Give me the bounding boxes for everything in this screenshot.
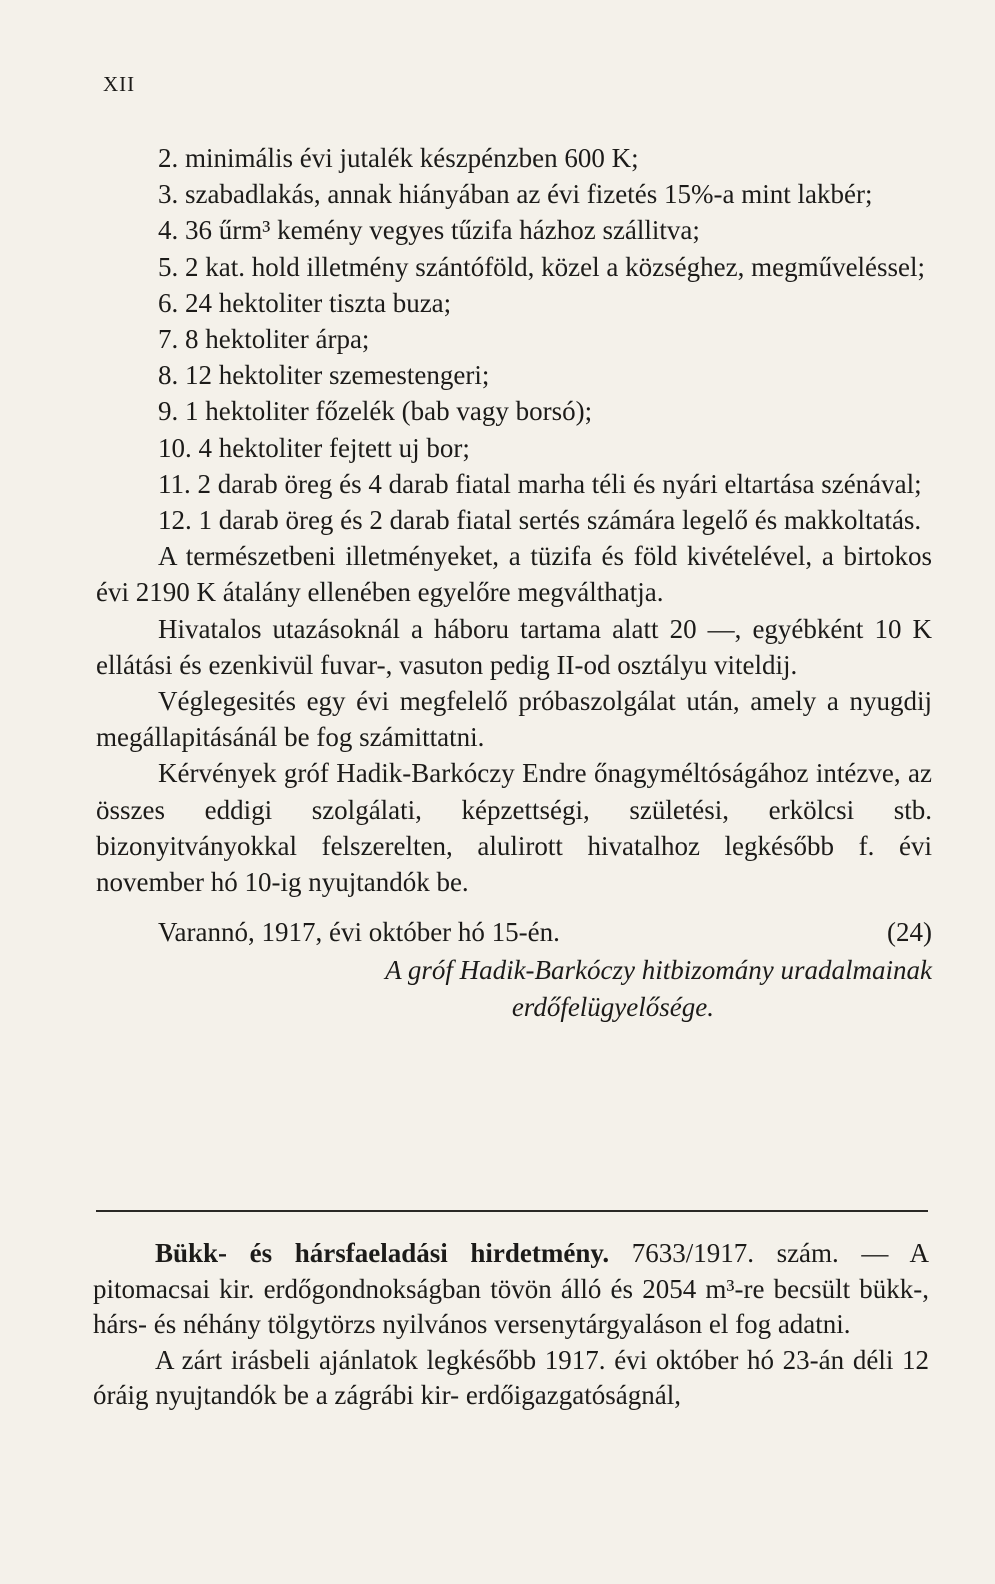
paragraph: Véglegesités egy évi megfelelő próbaszolgálat után, amely a nyugdij megállapitásánál be fog számittatni. xyxy=(96,686,932,753)
signature-line-2: erdőfelügyelősége. xyxy=(511,991,714,1022)
section-divider xyxy=(96,1210,928,1212)
list-item: 7. 8 hektoliter árpa; xyxy=(158,324,370,355)
paragraph: Hivatalos utazásoknál a háboru tartama alatt 20 —, egyébként 10 K ellátási és ezenkivül fuvar-, vasuton pedig II-od osztályu viteldij. xyxy=(96,613,932,680)
page-number: XII xyxy=(103,72,136,96)
notice-text: A pitomacsai kir. erdőgondnokságban tövön álló és 2054 m³-re becsült bükk-, hárs- és néhány tölgytörzs nyilvános versenytárgyaláson el fog adatni. xyxy=(93,1238,930,1340)
list-item: 8. 12 hektoliter szemestengeri; xyxy=(158,360,490,391)
list-item: 2. minimális évi jutalék készpénzben 600 K; xyxy=(158,143,639,173)
list-item: 10. 4 hektoliter fejtett uj bor; xyxy=(158,432,470,463)
paragraph: Kérvények gróf Hadik-Barkóczy Endre őnagyméltóságához intézve, az összes eddigi szolgálati, képzettségi, születési, erkölcsi stb. bizonyitványokkal felszerelten, alulirott hivatalhoz legkésőbb f. évi november hó 10-ig nyujtandók be. xyxy=(96,758,932,898)
signature xyxy=(96,952,932,1024)
list-item: 11. 2 darab öreg és 4 darab fiatal marha téli és nyári eltartása szénával; xyxy=(158,468,922,499)
list-item: 12. 1 darab öreg és 2 darab fiatal sertés számára legelő és makkoltatás. xyxy=(158,505,922,536)
list-item: 6. 24 hektoliter tiszta buza; xyxy=(158,287,452,318)
place-date: Varannó, 1917, évi október hó 15-én. xyxy=(158,917,560,948)
notice-second-paragraph: A zárt irásbeli ajánlatok legkésőbb 1917. évi október hó 23-án déli 12 óráig nyujtandók be a zágrábi kir- erdőigazgatóságnál, xyxy=(93,1344,929,1411)
main-text xyxy=(96,140,932,1025)
date-line xyxy=(96,914,932,950)
reference-number: (24) xyxy=(887,917,932,948)
notice-paragraph xyxy=(93,1236,929,1343)
signature-line-1: A gróf Hadik-Barkóczy hitbizomány uradalmainak xyxy=(385,955,932,986)
notice-title: Bükk- és hársfaeladási hirdetmény. xyxy=(155,1238,610,1268)
list-item: 5. 2 kat. hold illetmény szántóföld, közel a községhez, megműveléssel; xyxy=(158,251,926,282)
paragraph: A természetbeni illetményeket, a tüzifa és föld kivételével, a birtokos évi 2190 K átalány ellenében egyelőre megválthatja. xyxy=(96,541,932,608)
list-item: 4. 36 űrm³ kemény vegyes tűzifa házhoz szállitva; xyxy=(158,215,700,246)
list-item: 3. szabadlakás, annak hiányában az évi fizetés 15%-a mint lakbér; xyxy=(158,179,873,210)
notice-number: 7633/1917. szám. — xyxy=(631,1238,889,1268)
list-item: 9. 1 hektoliter főzelék (bab vagy borsó); xyxy=(158,396,593,427)
notice-section xyxy=(93,1236,929,1414)
